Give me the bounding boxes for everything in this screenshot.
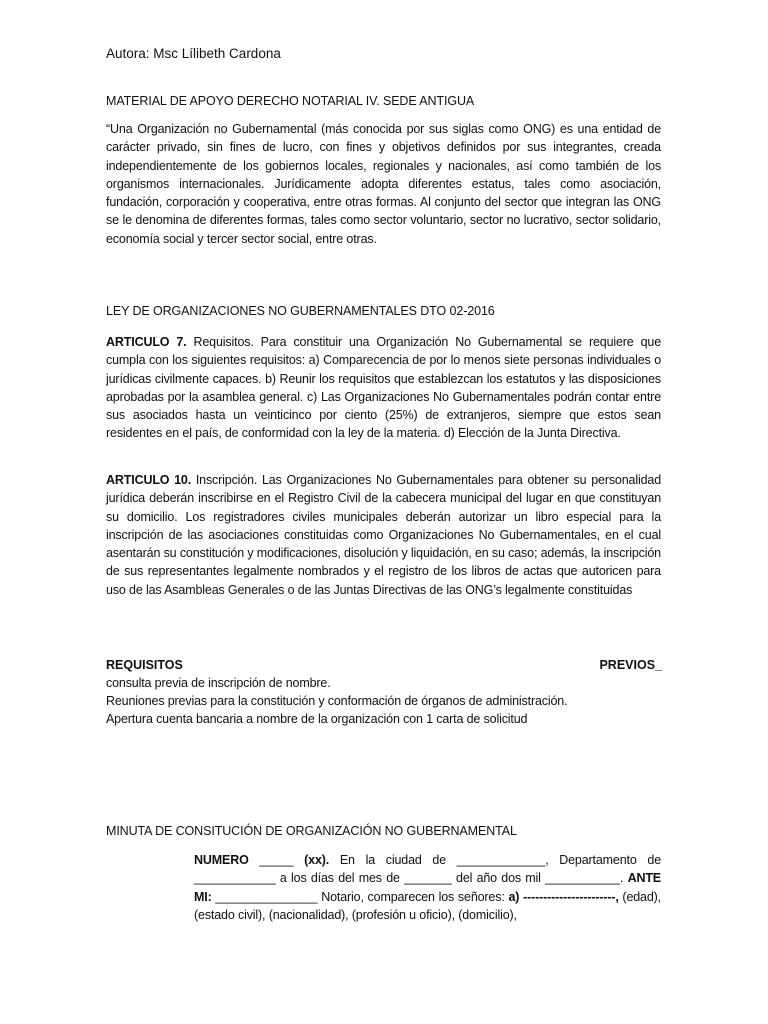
numero-label: NUMERO xyxy=(194,853,249,867)
requisitos-right-label: PREVIOS_ xyxy=(599,658,662,672)
minuta-heading: MINUTA DE CONSITUCIÓN DE ORGANIZACIÓN NO GUBERNAMENTAL xyxy=(106,824,517,838)
minuta-paragraph xyxy=(194,851,661,924)
author-line: Autora: Msc Lílibeth Cardona xyxy=(106,46,281,61)
minuta-text-city: En la ciudad de _____________, Departamento de ____________ a los días del mes de _______ del año dos mil ___________. xyxy=(194,853,662,886)
requisitos-heading xyxy=(106,656,662,674)
requisito-item: Reuniones previas para la constitución y conformación de órganos de administración. xyxy=(106,694,568,708)
article-7-text: Requisitos. Para constituir una Organización No Gubernamental se requiere que cumpla con los siguientes requisitos: a) Comparecencia de por lo menos siete personas individuales o jurídicas civilmente capaces. b) Reunir los requisitos que establezcan los estatutos y las disposiciones aprobadas por la asamblea general. c) Las Organizaciones No Gubernamentales podrán contar entre sus asociados hasta un veinticinco por ciento (25%) de extranjeros, siempre que estos sean residentes en el país, de conformidad con la ley de la materia. d) Elección de la Junta Directiva. xyxy=(106,335,662,441)
article-7-label: ARTICULO 7. xyxy=(106,335,187,349)
minuta-text-notary: _______________ Notario, comparecen los señores: xyxy=(211,889,509,904)
requisito-item: Apertura cuenta bancaria a nombre de la organización con 1 carta de solicitud xyxy=(106,712,528,726)
numero-blank: _____ xyxy=(248,853,305,867)
requisito-item: consulta previa de inscripción de nombre. xyxy=(106,676,331,690)
article-7-paragraph xyxy=(106,333,661,443)
xx-label: (xx). xyxy=(304,853,330,867)
compareciente-a-label: a) -----------------------, xyxy=(508,889,619,904)
law-heading: LEY DE ORGANIZACIONES NO GUBERNAMENTALES DTO 02-2016 xyxy=(106,304,495,318)
article-10-text: Inscripción. Las Organizaciones No Gubernamentales para obtener su personalidad jurídica deberán inscribirse en el Registro Civil de la cabecera municipal del lugar en que constituyan su domicilio. Los registradores civiles municipales deberán autorizar un libro especial para la inscripción de las asociaciones constituidas como Organizaciones No Gubernamentales, en el cual asentarán su constitución y modificaciones, disolución y liquidación, en su caso; además, la inscripción de sus representantes legalmente nombrados y el registro de los libros de actas que autoricen para uso de las Asambleas Generales o de las Juntas Directivas de las ONG’s legalmente constituidas xyxy=(106,473,661,597)
article-10-paragraph xyxy=(106,471,661,599)
minuta-text-personal-data: (edad), (estado civil), (nacionalidad), (profesión u oficio), (domicilio), xyxy=(194,889,661,922)
article-10-label: ARTICULO 10. xyxy=(106,473,192,487)
ong-definition-paragraph: “Una Organización no Gubernamental (más conocida por sus siglas como ONG) es una entidad de carácter privado, sin fines de lucro, con fines y objetivos definidos por sus integrantes, creada independientemente de los gobiernos locales, regionales y nacionales, así como también de los organismos internacionales. Jurídicamente adopta diferentes estatus, tales como asociación, fundación, corporación y cooperativa, entre otras formas. Al conjunto del sector que integran las ONG se le denomina de diferentes formas, tales como sector voluntario, sector no lucrativo, sector solidario, economía social y tercer sector social, entre otras. xyxy=(106,122,661,246)
requisitos-left-label: REQUISITOS xyxy=(106,658,183,672)
support-material-heading: MATERIAL DE APOYO DERECHO NOTARIAL IV. SEDE ANTIGUA xyxy=(106,94,475,108)
ante-mi-label: ANTE MI: xyxy=(194,871,661,904)
